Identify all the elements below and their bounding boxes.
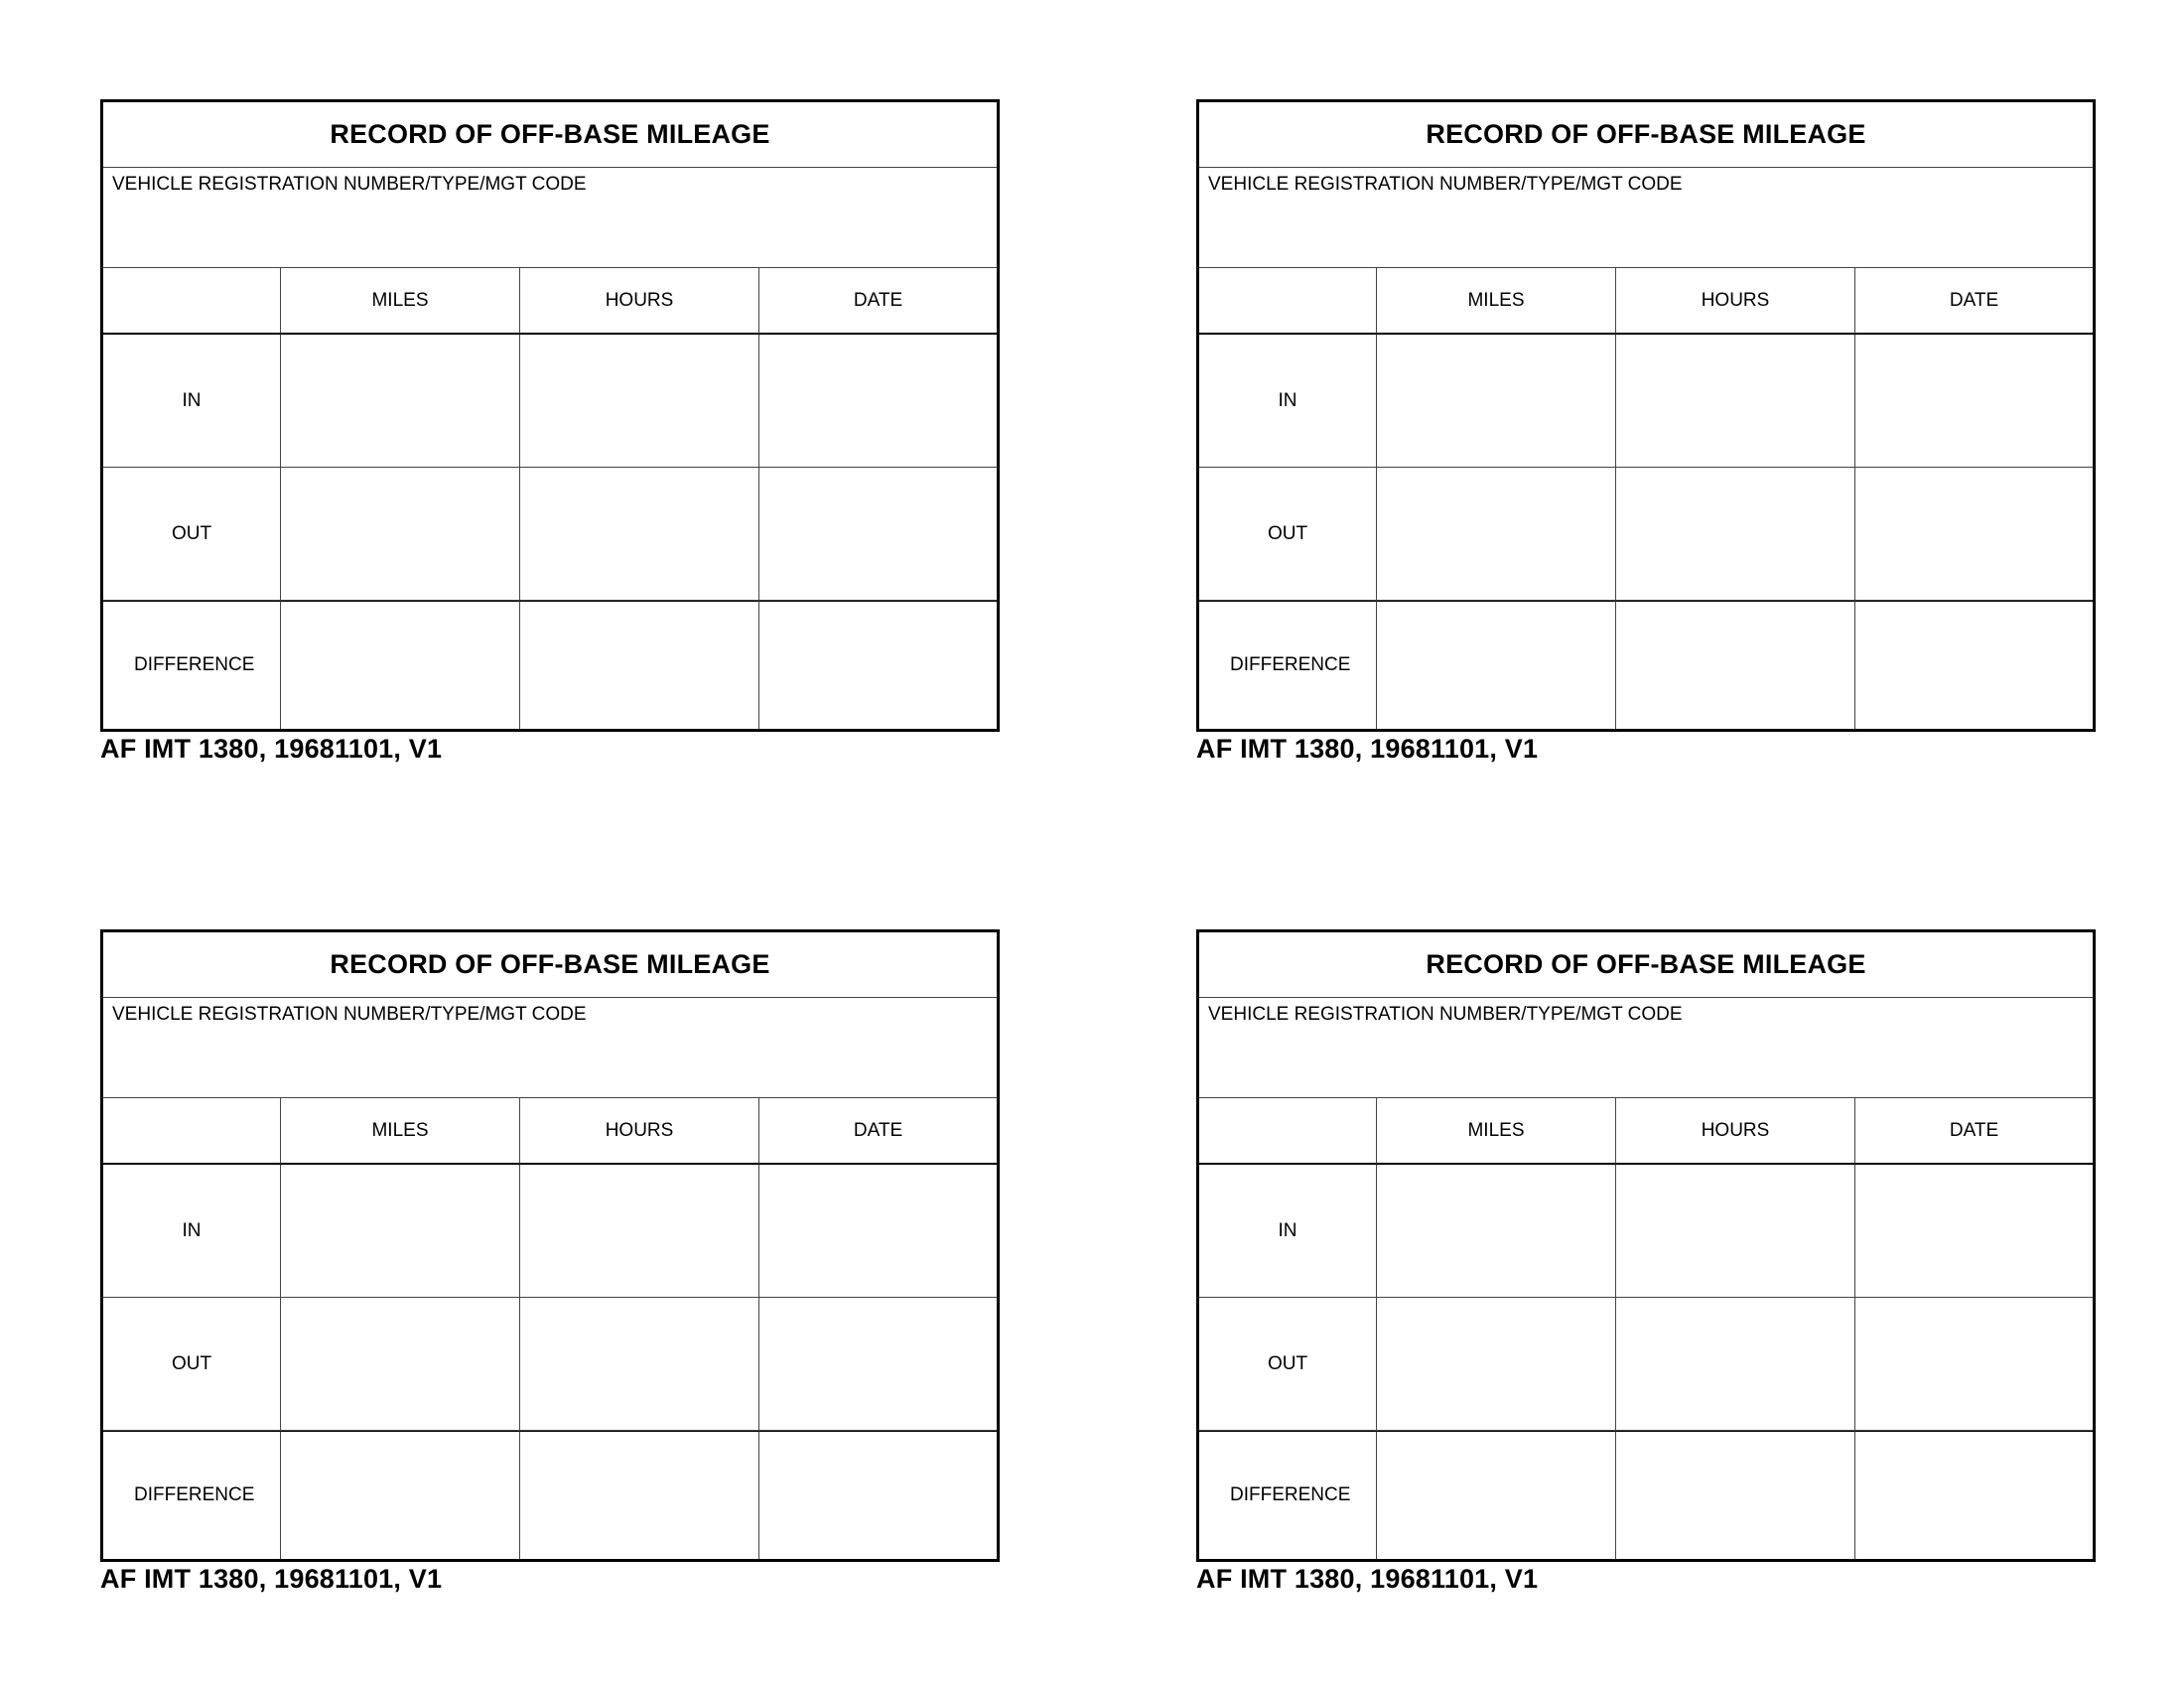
mileage-form-card: [1196, 99, 2096, 765]
out-date-field[interactable]: [1855, 468, 2093, 601]
column-header-miles: MILES: [281, 268, 520, 335]
in-date-field[interactable]: [759, 1165, 997, 1298]
row-label-out: OUT: [103, 1298, 281, 1431]
mileage-form: [100, 929, 1000, 1562]
in-miles-field[interactable]: [281, 335, 520, 468]
in-date-field[interactable]: [759, 335, 997, 468]
column-header-hours: HOURS: [520, 268, 759, 335]
form-title: RECORD OF OFF-BASE MILEAGE: [1199, 102, 2093, 168]
mileage-form-card: [100, 929, 1000, 1595]
form-number-footer: AF IMT 1380, 19681101, V1: [1196, 1564, 1539, 1594]
in-hours-field[interactable]: [1616, 1165, 1855, 1298]
difference-date-field[interactable]: [759, 1431, 997, 1559]
in-hours-field[interactable]: [520, 1165, 759, 1298]
vehicle-registration-label: VEHICLE REGISTRATION NUMBER/TYPE/MGT CODE: [112, 1004, 587, 1025]
column-header-miles: MILES: [281, 1098, 520, 1165]
difference-miles-field[interactable]: [1377, 1431, 1616, 1559]
difference-miles-field[interactable]: [1377, 601, 1616, 729]
out-hours-field[interactable]: [1616, 1298, 1855, 1431]
vehicle-registration-field[interactable]: [103, 168, 997, 268]
corner-cell: [1199, 268, 1377, 335]
row-label-out: OUT: [1199, 1298, 1377, 1431]
column-header-date: DATE: [1855, 1098, 2093, 1165]
column-header-hours: HOURS: [520, 1098, 759, 1165]
vehicle-registration-field[interactable]: [1199, 168, 2093, 268]
difference-date-field[interactable]: [1855, 1431, 2093, 1559]
row-label-in: IN: [103, 1165, 281, 1298]
mileage-table: [1199, 1098, 2093, 1559]
column-header-miles: MILES: [1377, 268, 1616, 335]
out-date-field[interactable]: [759, 468, 997, 601]
row-label-in: IN: [103, 335, 281, 468]
mileage-form-card: [1196, 929, 2096, 1595]
vehicle-registration-label: VEHICLE REGISTRATION NUMBER/TYPE/MGT CODE: [112, 174, 587, 195]
difference-hours-field[interactable]: [1616, 1431, 1855, 1559]
out-miles-field[interactable]: [281, 468, 520, 601]
difference-hours-field[interactable]: [520, 1431, 759, 1559]
in-miles-field[interactable]: [1377, 1165, 1616, 1298]
row-label-in: IN: [1199, 335, 1377, 468]
vehicle-registration-label: VEHICLE REGISTRATION NUMBER/TYPE/MGT CODE: [1208, 1004, 1683, 1025]
corner-cell: [103, 1098, 281, 1165]
mileage-form-card: [100, 99, 1000, 765]
out-hours-field[interactable]: [520, 1298, 759, 1431]
form-title: RECORD OF OFF-BASE MILEAGE: [103, 102, 997, 168]
difference-hours-field[interactable]: [520, 601, 759, 729]
row-label-out: OUT: [103, 468, 281, 601]
form-title: RECORD OF OFF-BASE MILEAGE: [103, 932, 997, 998]
difference-date-field[interactable]: [759, 601, 997, 729]
in-hours-field[interactable]: [520, 335, 759, 468]
mileage-form: [1196, 929, 2096, 1562]
vehicle-registration-label: VEHICLE REGISTRATION NUMBER/TYPE/MGT CODE: [1208, 174, 1683, 195]
difference-date-field[interactable]: [1855, 601, 2093, 729]
vehicle-registration-field[interactable]: [1199, 998, 2093, 1098]
in-date-field[interactable]: [1855, 1165, 2093, 1298]
out-hours-field[interactable]: [520, 468, 759, 601]
column-header-date: DATE: [759, 268, 997, 335]
form-number-footer: AF IMT 1380, 19681101, V1: [1196, 734, 1539, 764]
in-miles-field[interactable]: [1377, 335, 1616, 468]
mileage-form: [100, 99, 1000, 732]
form-number-footer: AF IMT 1380, 19681101, V1: [100, 1564, 443, 1594]
out-date-field[interactable]: [759, 1298, 997, 1431]
form-title: RECORD OF OFF-BASE MILEAGE: [1199, 932, 2093, 998]
row-label-difference: DIFFERENCE: [103, 1431, 281, 1559]
column-header-hours: HOURS: [1616, 268, 1855, 335]
difference-miles-field[interactable]: [281, 1431, 520, 1559]
corner-cell: [1199, 1098, 1377, 1165]
corner-cell: [103, 268, 281, 335]
row-label-difference: DIFFERENCE: [1199, 1431, 1377, 1559]
in-miles-field[interactable]: [281, 1165, 520, 1298]
out-date-field[interactable]: [1855, 1298, 2093, 1431]
row-label-difference: DIFFERENCE: [103, 601, 281, 729]
in-hours-field[interactable]: [1616, 335, 1855, 468]
column-header-hours: HOURS: [1616, 1098, 1855, 1165]
column-header-date: DATE: [759, 1098, 997, 1165]
difference-hours-field[interactable]: [1616, 601, 1855, 729]
in-date-field[interactable]: [1855, 335, 2093, 468]
out-miles-field[interactable]: [281, 1298, 520, 1431]
mileage-table: [103, 1098, 997, 1559]
column-header-miles: MILES: [1377, 1098, 1616, 1165]
mileage-form: [1196, 99, 2096, 732]
row-label-out: OUT: [1199, 468, 1377, 601]
mileage-table: [103, 268, 997, 729]
row-label-in: IN: [1199, 1165, 1377, 1298]
difference-miles-field[interactable]: [281, 601, 520, 729]
out-hours-field[interactable]: [1616, 468, 1855, 601]
vehicle-registration-field[interactable]: [103, 998, 997, 1098]
form-number-footer: AF IMT 1380, 19681101, V1: [100, 734, 443, 764]
column-header-date: DATE: [1855, 268, 2093, 335]
row-label-difference: DIFFERENCE: [1199, 601, 1377, 729]
out-miles-field[interactable]: [1377, 1298, 1616, 1431]
out-miles-field[interactable]: [1377, 468, 1616, 601]
mileage-table: [1199, 268, 2093, 729]
